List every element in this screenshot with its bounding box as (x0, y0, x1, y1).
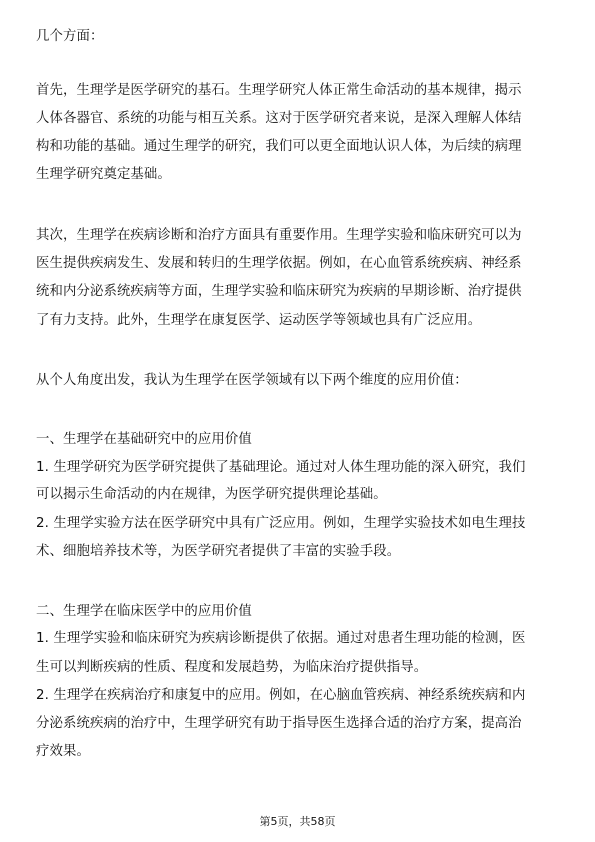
text-line: 分泌系统疾病的治疗中，生理学研究有助于指导医生选择合适的治疗方案，提高治 (36, 716, 522, 731)
text-line: 首先，生理学是医学研究的基石。生理学研究人体正常生命活动的基本规律，揭示 (36, 83, 522, 98)
text-line: 1. 生理学研究为医学研究提供了基础理论。通过对人体生理功能的深入研究，我们 (36, 460, 526, 475)
text-line: 统和内分泌系统疾病等方面，生理学实验和临床研究为疾病的早期诊断、治疗提供 (36, 284, 522, 299)
text-line: 从个人角度出发，我认为生理学在医学领域有以下两个维度的应用价值： (36, 373, 468, 388)
text-line: 疗效果。 (36, 744, 90, 759)
text-line: 2. 生理学实验方法在医学研究中具有广泛应用。例如，生理学实验技术如电生理技 (36, 516, 526, 531)
text-line: 1. 生理学实验和临床研究为疾病诊断提供了依据。通过对患者生理功能的检测，医 (36, 631, 526, 646)
text-line: 2. 生理学在疾病治疗和康复中的应用。例如，在心脑血管疾病、神经系统疾病和内 (36, 688, 526, 703)
text-line: 生可以判断疾病的性质、程度和发展趋势，为临床治疗提供指导。 (36, 660, 428, 675)
section-heading: 一、生理学在基础研究中的应用价值 (36, 432, 252, 447)
page-number-footer: 第5页，共58页 (259, 815, 336, 828)
text-line: 了有力支持。此外，生理学在康复医学、运动医学等领域也具有广泛应用。 (36, 313, 482, 328)
text-line: 生理学研究奠定基础。 (36, 167, 171, 182)
text-line: 构和功能的基础。通过生理学的研究，我们可以更全面地认识人体，为后续的病理 (36, 139, 522, 154)
text-line: 术、细胞培养技术等，为医学研究者提供了丰富的实验手段。 (36, 544, 401, 559)
text-line: 医生提供疾病发生、发展和转归的生理学依据。例如，在心血管系统疾病、神经系 (36, 256, 522, 271)
text-line: 可以揭示生命活动的内在规律，为医学研究提供理论基础。 (36, 487, 387, 502)
section-heading: 二、生理学在临床医学中的应用价值 (36, 604, 252, 619)
text-line: 人体各器官、系统的功能与相互关系。这对于医学研究者来说，是深入理解人体结 (36, 111, 522, 126)
text-line: 几个方面： (36, 29, 104, 44)
text-line: 其次，生理学在疾病诊断和治疗方面具有重要作用。生理学实验和临床研究可以为 (36, 228, 522, 243)
